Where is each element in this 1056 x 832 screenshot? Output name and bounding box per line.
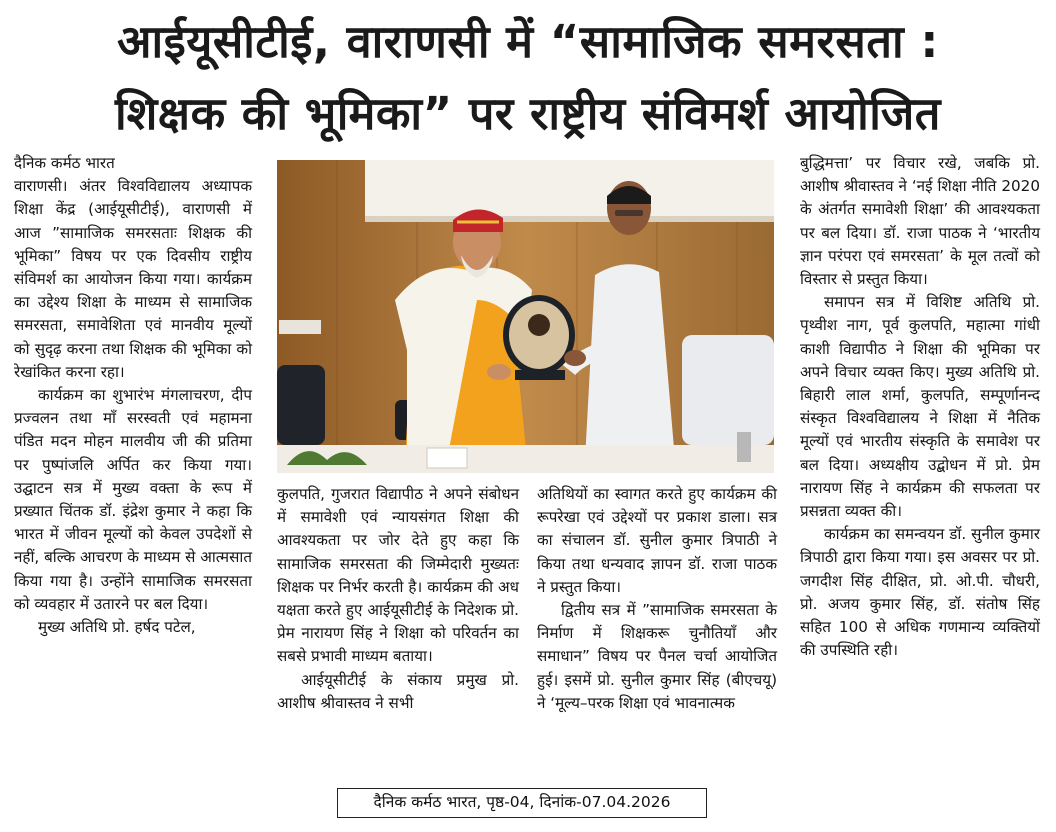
paragraph: बुद्धिमत्ता’ पर विचार रखे, जबकि प्रो. आशीष श्रीवास्तव ने ‘नई शिक्षा नीति 2020 के अंतर्गत समावेशी शिक्षा’ की आवश्यकता पर बल दिया। डॉ. राजा पाठक ने ‘भारतीय ज्ञान परंपरा एवं समरसता’ के मूल तत्वों को विस्तार से प्रस्तुत किया। (800, 154, 1040, 289)
paragraph: कार्यक्रम का समन्वयन डॉ. सुनील कुमार त्रिपाठी द्वारा किया गया। इस अवसर पर प्रो. जगदीश सिंह दीक्षित, प्रो. ओ.पी. चौधरी, प्रो. अजय कुमार सिंह, डॉ. संतोष सिंह सहित 100 से अधिक गणमान्य व्यक्तियों की उपस्थिति रही। (800, 525, 1040, 660)
paragraph: आईयूसीटीई के संकाय प्रमुख प्रो. आशीष श्रीवास्तव ने सभी (277, 670, 519, 712)
source-footer: दैनिक कर्मठ भारत, पृष्ठ-04, दिनांक-07.04.2026 (337, 788, 707, 818)
headline (0, 6, 1056, 150)
paragraph: कुलपति, गुजरात विद्यापीठ ने अपने संबोधन में समावेशी एवं न्यायसंगत शिक्षा की आवश्यकता पर जोर देते हुए कहा कि सामाजिक समरसता की जिम्मेदारी मुख्यतः शिक्षक पर निर्भर करती है। कार्यक्रम की अध यक्षता करते हुए आईयूसीटीई के निदेशक प्रो. प्रेम नारायण सिंह ने शिक्षा को परिवर्तन का सबसे प्रभावी माध्यम बताया। (277, 485, 519, 666)
event-photo-illustration (277, 160, 774, 473)
byline: दैनिक कर्मठ भारत (14, 154, 115, 172)
paragraph: मुख्य अतिथि प्रो. हर्षद पटेल, (38, 618, 196, 637)
article-column-2 (277, 483, 519, 715)
paragraph: कार्यक्रम का शुभारंभ मंगलाचरण, दीप प्रज्वलन तथा माँ सरस्वती एवं महामना पंडित मदन मोहन मालवीय जी की प्रतिमा पर पुष्पांजलि अर्पित कर किया गया। उद्घाटन सत्र में मुख्य वक्ता के रूप में प्रख्यात चिंतक डॉ. इंद्रेश कुमार ने कहा कि भारत में जीवन मूल्यों को केवल उपदेशों से नहीं, बल्कि आचरण के माध्यम से आत्मसात किया गया है। उन्होंने सामाजिक समरसता को व्यवहार में उतारने पर बल दिया। (14, 386, 252, 613)
paragraph: अतिथियों का स्वागत करते हुए कार्यक्रम की रूपरेखा एवं उद्देश्यों पर प्रकाश डाला। सत्र का संचालन डॉ. सुनील कुमार त्रिपाठी ने किया तथा धन्यवाद ज्ञापन डॉ. राजा पाठक ने प्रस्तुत किया। (537, 485, 777, 596)
article-column-3 (537, 483, 777, 715)
headline-line-2: शिक्षक की भूमिका” पर राष्ट्रीय संविमर्श आयोजित (115, 87, 941, 140)
headline-line-1: आईयूसीटीई, वाराणसी में “सामाजिक समरसता : (117, 15, 939, 68)
paragraph: द्वितीय सत्र में ”सामाजिक समरसता के निर्माण में शिक्षकरू चुनौतियाँ और समाधान” विषय पर पैनल चर्चा आयोजित हुई। इसमें प्रो. सुनील कुमार सिंह (बीएचयू) ने ‘मूल्य–परक शिक्षा एवं भावनात्मक (537, 601, 777, 712)
article-column-4 (800, 152, 1040, 662)
paragraph: वाराणसी। अंतर विश्वविद्यालय अध्यापक शिक्षा केंद्र (आईयूसीटीई), वाराणसी में आज ”सामाजिक समरसताः शिक्षक की भूमिका” विषय पर एक दिवसीय राष्ट्रीय संविमर्श का आयोजन किया गया। कार्यक्रम का उद्देश्य शिक्षा के माध्यम से सामाजिक समरसता, समावेशिता एवं मानवीय मूल्यों को सुदृढ़ करना तथा शिक्षक की भूमिका को रेखांकित करना रहा। (14, 177, 252, 381)
paragraph: समापन सत्र में विशिष्ट अतिथि प्रो. पृथ्वीश नाग, पूर्व कुलपति, महात्मा गांधी काशी विद्यापीठ ने शिक्षा की भूमिका पर अपने विचार व्यक्त किए। मुख्य अतिथि प्रो. बिहारी लाल शर्मा, कुलपति, सम्पूर्णानन्द संस्कृत विश्वविद्यालय ने शिक्षा में नैतिक मूल्यों एवं भारतीय संस्कृति के समावेश पर बल दिया। अध्यक्षीय उद्बोधन में प्रो. प्रेम नारायण सिंह ने कार्यक्रम की सफलता पर प्रसन्नता व्यक्त की। (800, 293, 1040, 521)
article-column-1 (14, 152, 252, 639)
event-photo (277, 160, 774, 473)
